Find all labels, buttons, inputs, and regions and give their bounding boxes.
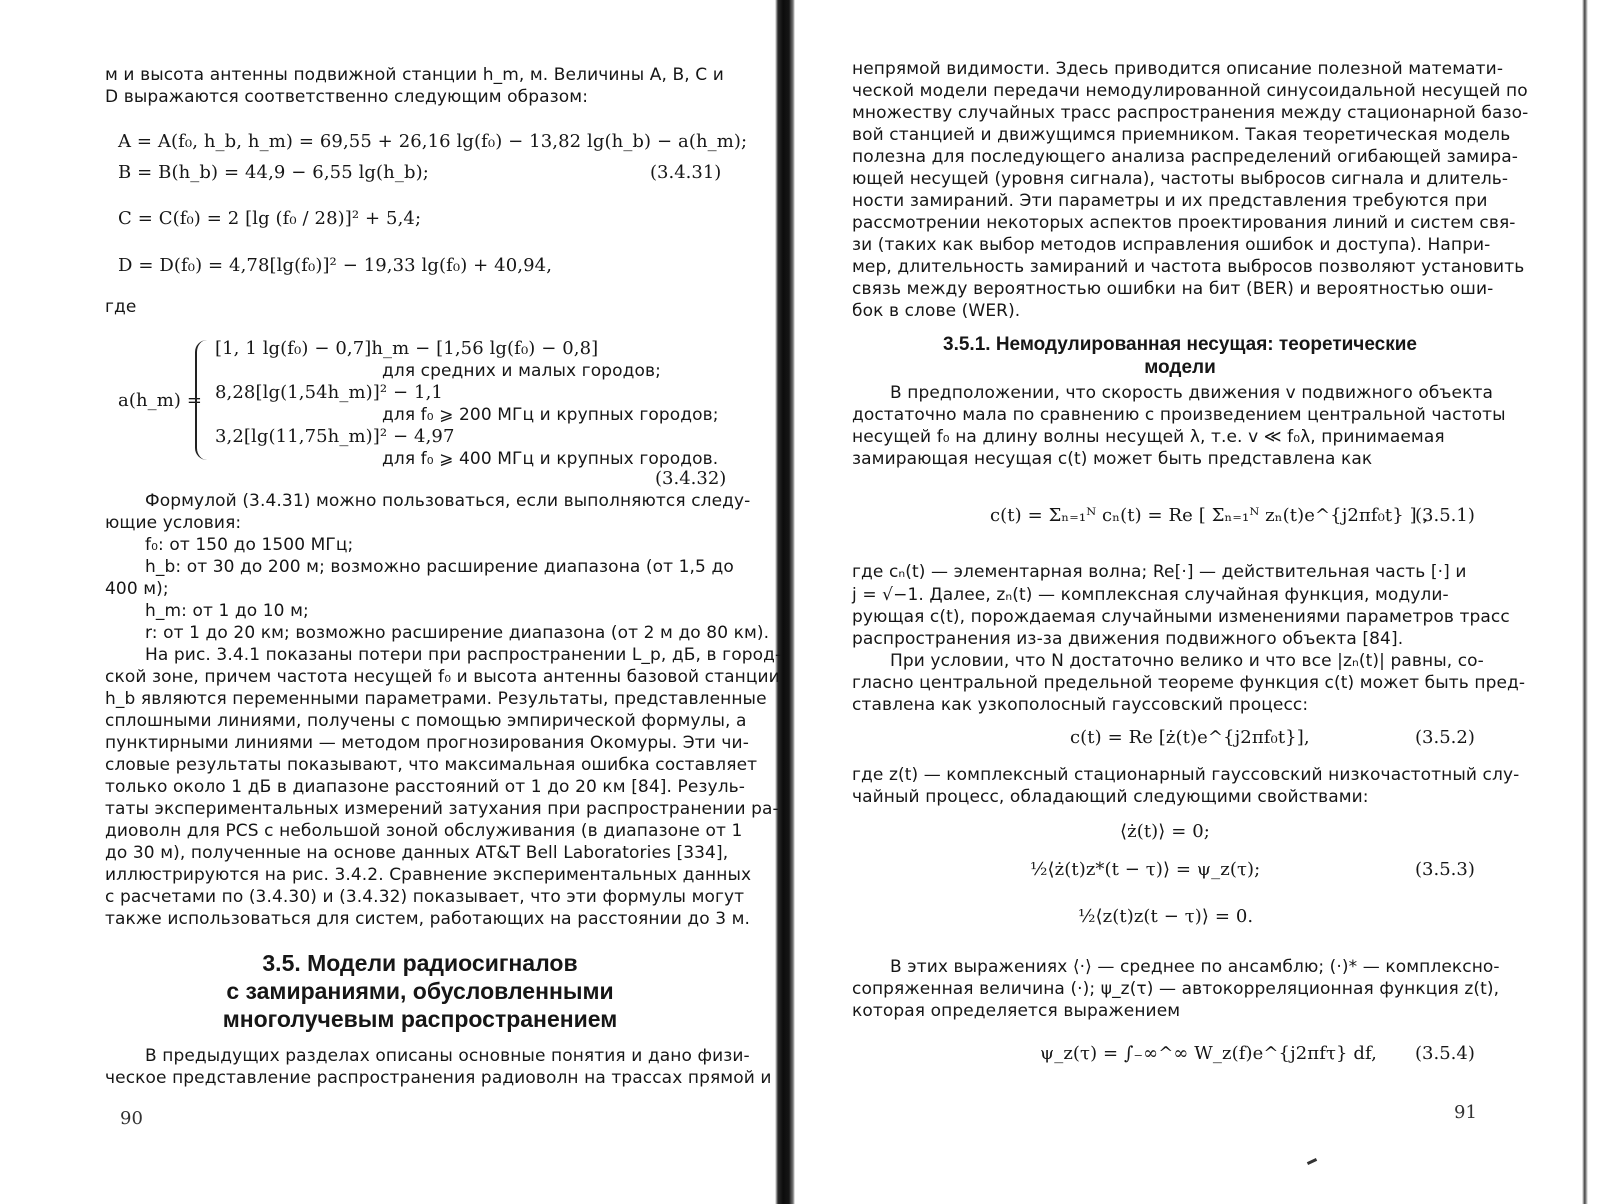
- text-line: связь между вероятностью ошибки на бит (BER) и вероятностью оши-: [852, 279, 1494, 299]
- equation-lhs: a(h_m) =: [118, 390, 203, 411]
- text-line: ющие условия:: [105, 513, 242, 533]
- text-line: где z(t) — комплексный стационарный гауссовский низкочастотный слу-: [852, 765, 1520, 785]
- text-line: гласно центральной предельной теореме функция c(t) может быть пред-: [852, 673, 1526, 693]
- equation-number: (3.5.2): [1415, 727, 1475, 748]
- case-formula: 3,2[lg(11,75h_m)]² − 4,97: [215, 426, 455, 447]
- equation-number: (3.4.32): [655, 468, 727, 489]
- text-line: В предположении, что скорость движения v подвижного объекта: [890, 383, 1493, 403]
- text-line: до 30 м), полученные на основе данных AT&T Bell Laboratories [334],: [105, 843, 729, 863]
- equation-b: B = B(h_b) = 44,9 − 6,55 lg(h_b);: [118, 162, 429, 183]
- equation-number: (3.4.31): [650, 162, 722, 183]
- text-line: ской зоне, причем частота несущей f₀ и высота антенны базовой станции: [105, 667, 780, 687]
- page-number: 90: [120, 1108, 143, 1129]
- text-line: ющей несущей (уровня сигнала), частоты выбросов сигнала и длитель-: [852, 169, 1509, 189]
- text-line: которая определяется выражением: [852, 1001, 1181, 1021]
- text-line: В предыдущих разделах описаны основные понятия и дано физи-: [145, 1046, 750, 1066]
- text-line: r: от 1 до 20 км; возможно расширение диапазона (от 2 м до 80 км).: [145, 623, 770, 643]
- text-line: с расчетами по (3.4.30) и (3.4.32) показывает, что эти формулы могут: [105, 887, 745, 907]
- equation-formula: c(t) = Re [ż(t)e^{j2πf₀t}],: [1070, 727, 1310, 748]
- heading-line: 3.5.1. Немодулированная несущая: теоретические: [943, 334, 1417, 355]
- scan-mark: [1307, 1158, 1317, 1165]
- text-line: множеству случайных трасс распространения между стационарной базо-: [852, 103, 1529, 123]
- case-condition: для f₀ ⩾ 200 МГц и крупных городов;: [382, 405, 719, 425]
- equation-number: (3.5.3): [1415, 859, 1475, 880]
- text-line: В этих выражениях ⟨·⟩ — среднее по ансамблю; (·)* — комплексно-: [890, 957, 1500, 977]
- text-line: несущей f₀ на длину волны несущей λ, т.е. v ≪ f₀λ, принимаемая: [852, 427, 1445, 447]
- text-line: ности замираний. Эти параметры и их представления требуются при: [852, 191, 1488, 211]
- text-line: f₀: от 150 до 1500 МГц;: [145, 535, 354, 555]
- text-line: j = √−1. Далее, zₙ(t) — комплексная случайная функция, модули-: [852, 585, 1449, 605]
- text-line: таты экспериментальных измерений затухания при распространении ра-: [105, 799, 779, 819]
- equation-formula: c(t) = Σₙ₌₁ᴺ cₙ(t) = Re [ Σₙ₌₁ᴺ zₙ(t)e^{j2πf₀t} ] ,: [990, 505, 1429, 526]
- text-line: D выражаются соответственно следующим образом:: [105, 87, 589, 107]
- text-line: сопряженная величина (·); ψ_z(τ) — автокорреляционная функция z(t),: [852, 979, 1500, 999]
- equation-formula: ψ_z(τ) = ∫₋∞^∞ W_z(f)e^{j2πfτ} df,: [1040, 1043, 1377, 1064]
- text-line: h_b являются переменными параметрами. Результаты, представленные: [105, 689, 767, 709]
- text-line: диоволн для PCS с небольшой зоной обслуживания (в диапазоне от 1: [105, 821, 743, 841]
- heading-line: многолучевым распространением: [222, 1006, 618, 1032]
- text-line: h_b: от 30 до 200 м; возможно расширение диапазона (от 1,5 до: [145, 557, 734, 577]
- equation-line: ⟨ż(t)⟩ = 0;: [1120, 821, 1210, 842]
- heading-line: модели: [1144, 357, 1216, 378]
- text-line: м и высота антенны подвижной станции h_m, м. Величины A, B, C и: [105, 65, 724, 85]
- brace-symbol: [195, 340, 211, 460]
- text-line: иллюстрируются на рис. 3.4.2. Сравнение экспериментальных данных: [105, 865, 752, 885]
- heading-line: с замираниями, обусловленными: [226, 978, 614, 1004]
- text-line: На рис. 3.4.1 показаны потери при распространении L_p, дБ, в город-: [145, 645, 782, 665]
- left-page: [0, 0, 782, 1204]
- where-label: где: [105, 297, 137, 317]
- case-formula: 8,28[lg(1,54h_m)]² − 1,1: [215, 382, 443, 403]
- equation-c: C = C(f₀) = 2 [lg (f₀ / 28)]² + 5,4;: [118, 208, 422, 229]
- text-line: 400 м);: [105, 579, 169, 599]
- text-line: рассмотрении некоторых аспектов проектирования линий и систем свя-: [852, 213, 1516, 233]
- text-line: также использоваться для систем, работающих на расстоянии до 3 м.: [105, 909, 751, 929]
- book-spine: [775, 0, 795, 1204]
- text-line: распространения из-за движения подвижного объекта [84].: [852, 629, 1404, 649]
- text-line: непрямой видимости. Здесь приводится описание полезной математи-: [852, 59, 1504, 79]
- page-number: 91: [1454, 1102, 1477, 1123]
- text-line: мер, длительность замираний и частота выбросов позволяют установить: [852, 257, 1525, 277]
- text-line: словые результаты показывают, что максимальная ошибка составляет: [105, 755, 758, 775]
- text-line: только около 1 дБ в диапазоне расстояний от 1 до 20 км [84]. Резуль-: [105, 777, 746, 797]
- text-line: вой станцией и движущимся приемником. Такая теоретическая модель: [852, 125, 1511, 145]
- text-line: сплошными линиями, получены с помощью эмпирической формулы, а: [105, 711, 747, 731]
- equation-line: ½⟨ż(t)z*(t − τ)⟩ = ψ_z(τ);: [1030, 859, 1261, 880]
- text-line: замирающая несущая c(t) может быть представлена как: [852, 449, 1373, 469]
- page-edge: [1582, 0, 1588, 1204]
- text-line: ставлена как узкополосный гауссовский процесс:: [852, 695, 1309, 715]
- equation-a: A = A(f₀, h_b, h_m) = 69,55 + 26,16 lg(f₀) − 13,82 lg(h_b) − a(h_m);: [118, 131, 748, 152]
- case-condition: для f₀ ⩾ 400 МГц и крупных городов.: [382, 449, 719, 469]
- text-line: зи (таких как выбор методов исправления ошибок и доступа). Напри-: [852, 235, 1491, 255]
- equation-number: (3.5.4): [1415, 1043, 1475, 1064]
- equation-line: ½⟨z(t)z(t − τ)⟩ = 0.: [1078, 906, 1254, 927]
- text-line: достаточно мала по сравнению с произведением центральной частоты: [852, 405, 1506, 425]
- equation-number: (3.5.1): [1415, 505, 1475, 526]
- case-condition: для средних и малых городов;: [382, 361, 661, 381]
- text-line: полезна для последующего анализа распределений огибающей замира-: [852, 147, 1518, 167]
- text-line: ческое представление распространения радиоволн на трассах прямой и: [105, 1068, 772, 1088]
- case-formula: [1, 1 lg(f₀) − 0,7]h_m − [1,56 lg(f₀) − 0,8]: [215, 338, 599, 359]
- text-line: бок в слове (WER).: [852, 301, 1021, 321]
- text-line: Формулой (3.4.31) можно пользоваться, если выполняются следу-: [145, 491, 751, 511]
- text-line: чайный процесс, обладающий следующими свойствами:: [852, 787, 1369, 807]
- text-line: ческой модели передачи немодулированной синусоидальной несущей по: [852, 81, 1528, 101]
- text-line: где cₙ(t) — элементарная волна; Re[·] — действительная часть [·] и: [852, 562, 1467, 582]
- text-line: При условии, что N достаточно велико и что все |zₙ(t)| равны, со-: [890, 651, 1484, 671]
- text-line: пунктирными линиями — методом прогнозирования Окомуры. Эти чи-: [105, 733, 749, 753]
- equation-d: D = D(f₀) = 4,78[lg(f₀)]² − 19,33 lg(f₀) + 40,94,: [118, 255, 553, 276]
- heading-line: 3.5. Модели радиосигналов: [262, 950, 578, 976]
- text-line: h_m: от 1 до 10 м;: [145, 601, 309, 621]
- text-line: рующая c(t), порождаемая случайными изменениями параметров трасс: [852, 607, 1510, 627]
